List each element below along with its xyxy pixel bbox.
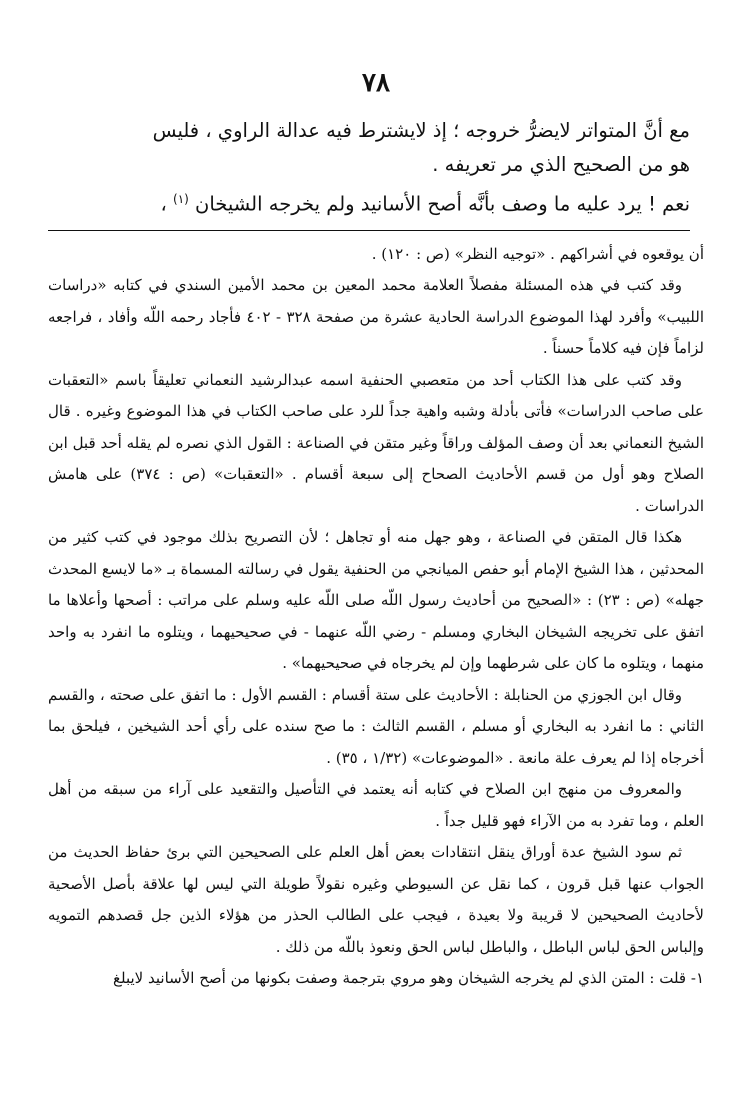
footnote-divider (48, 230, 690, 231)
main-text-punctuation: ، (160, 192, 167, 216)
footnote-paragraph: والمعروف من منهج ابن الصلاح في كتابه أنه يعتمد في التأصيل والتقعيد على آراء من سبقه من أهل العلم ، وما تفرد به من الآراء فهو قليل جداً . (48, 780, 704, 830)
page-number: ٧٨ (362, 68, 390, 98)
main-text-line: مع أنَّ المتواتر لايضرُّ خروجه ؛ إذ لايشترط فيه عدالة الراوي ، فليس (152, 119, 690, 142)
footnotes (48, 239, 704, 995)
footnote-paragraph: وقد كتب في هذه المسئلة مفصلاً العلامة محمد المعين بن محمد الأمين السندي في كتابه «دراسات اللبيب» وأفرد لهذا الموضوع الدراسة الحادية عشرة من صفحة ٣٢٨ - ٤٠٢ فأجاد رحمه اللّه وأفاد ، فراجعه لزاماً فإن فيه كلاماً حسناً . (48, 276, 704, 357)
footnote-paragraph: وقد كتب على هذا الكتاب أحد من متعصبي الحنفية اسمه عبدالرشيد النعماني تعليقاً باسم «التعقبات على صاحب الدراسات» فأتى بأدلة وشبه واهية جداً للرد على صاحب الكتاب في هذا الموضوع وغيره . قال الشيخ النعماني بعد أن وصف المؤلف وراقاً وغير متقن في الصناعة : القول الذي نصره لم يقله أحد قبل ابن الصلاح وهو أول من قسم الأحاديث الصحاح إلى سبعة أقسام . «التعقبات» (ص : ٣٧٤) على هامش الدراسات . (48, 370, 704, 515)
footnote-paragraph: ١- قلت : المتن الذي لم يخرجه الشيخان وهو مروي بترجمة وصفت بكونها من أصح الأسانيد لايبلغ (113, 969, 704, 987)
main-text (62, 114, 690, 222)
footnote-marker: (١) (173, 192, 189, 206)
main-text-line: هو من الصحيح الذي مر تعريفه . (432, 153, 690, 176)
footnote-paragraph: أن يوقعوه في أشراكهم . «توجيه النظر» (ص : ١٢٠) . (371, 244, 704, 263)
main-text-line (62, 182, 690, 222)
footnote-paragraph: وقال ابن الجوزي من الحنابلة : الأحاديث على ستة أقسام : القسم الأول : ما اتفق على صحته ، والقسم الثاني : ما انفرد به البخاري أو مسلم ، القسم الثالث : ما صح سنده على رأي أحد الشيخين ، فيلحق بما أخرجاه إذا لم يعرف علة مانعة . «الموضوعات» (١/٣٢ ، ٣٥) . (48, 685, 704, 767)
footnote-paragraph: ثم سود الشيخ عدة أوراق ينقل انتقادات بعض أهل العلم على الصحيحين التي برئ حفاظ الحديث من الجواب عنها قبل قرون ، كما نقل عن السيوطي وغيره نقولاً طويلة التي ليس لها علاقة بأصل الأصحية لأحاديث الصحيحين لا قريبة ولا بعيدة ، فيجب على الطالب الحذر من هؤلاء الذين جل قصدهم التمويه وإلباس الحق لباس الباطل ، والباطل لباس الحق ونعوذ باللّه من ذلك . (48, 843, 704, 956)
footnote-paragraph: هكذا قال المتقن في الصناعة ، وهو جهل منه أو تجاهل ؛ لأن التصريح بذلك موجود في كتب كثير من المحدثين ، هذا الشيخ الإمام أبو حفص الميانجي من الحنفية يقول في رسالته المسماة بـ «ما لايسع المحدث جهله» (ص : ٢٣) : «الصحيح من أحاديث رسول اللّه صلى اللّه عليه وسلم على مراتب : أصحها وأعلاها ما اتفق على تخريجه الشيخان البخاري ومسلم - رضي اللّه عنهما - في صحيحيهما ، ويتلوه ما انفرد به واحد منهما ، ويتلوه ما كان على شرطهما وإن لم يخرجاه في صحيحيهما» . (48, 528, 705, 672)
main-text-span: نعم ! يرد عليه ما وصف بأنَّه أصح الأسانيد ولم يخرجه الشيخان (195, 192, 690, 216)
book-page (48, 68, 704, 995)
